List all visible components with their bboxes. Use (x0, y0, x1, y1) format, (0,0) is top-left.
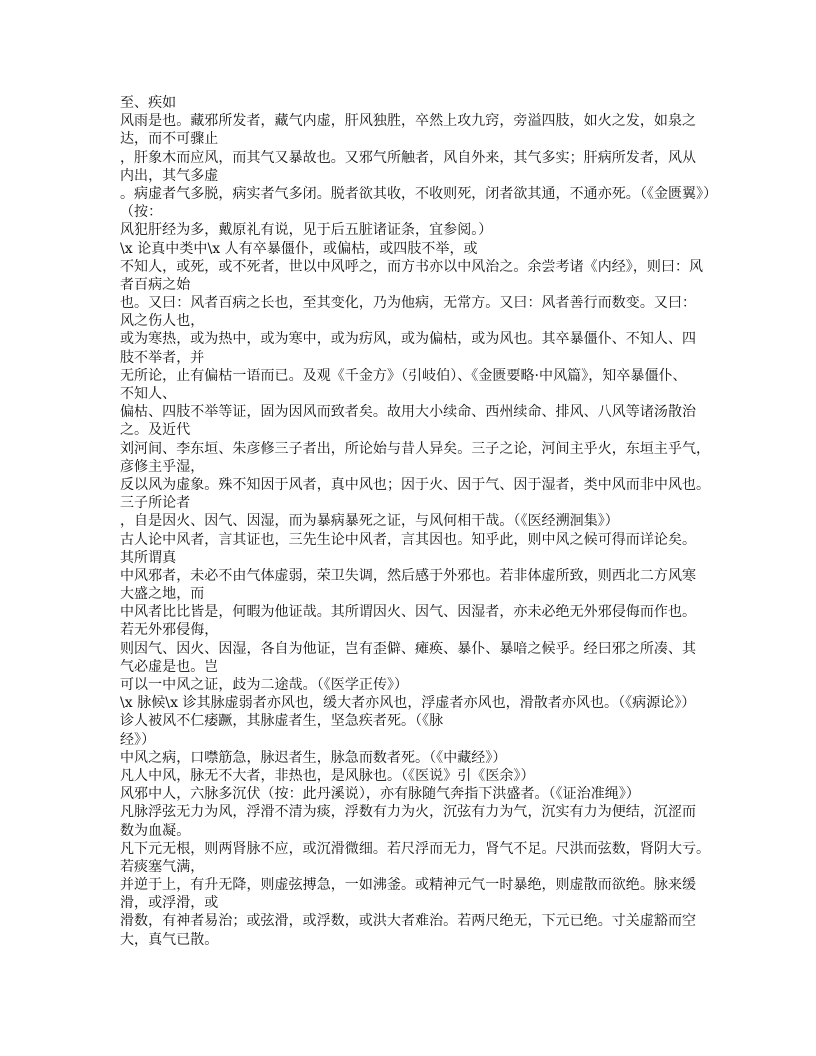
text-line: \x 脉候\x 诊其脉虚弱者亦风也，缓大者亦风也，浮虚者亦风也，滑散者亦风也。（《病源论》） (120, 695, 696, 712)
text-line: 彦修主乎湿， (120, 458, 205, 475)
text-line: 数为血凝。 (120, 822, 191, 839)
text-line: 肢不举者，并 (120, 349, 205, 366)
text-line: 。病虚者气多脱，病实者气多闭。脱者欲其收，不收则死，闭者欲其通，不通亦死。（《金匮翼》） (120, 185, 718, 202)
text-line: 风犯肝经为多，戴原礼有说，见于后五脏诸证条，宜参阅。） (120, 222, 493, 239)
text-line: 诊人被风不仁痿蹶，其脉虚者生，坚急疾者死。（《脉 (120, 713, 444, 730)
text-line: 或为寒热，或为热中，或为寒中，或为疠风，或为偏枯，或为风也。其卒暴僵仆、不知人、四 (120, 331, 697, 348)
text-line: 凡脉浮弦无力为风，浮滑不清为痰，浮数有力为火，沉弦有力为气，沉实有力为便结，沉涩而 (120, 804, 697, 821)
text-line: 古人论中风者，言其证也，三先生论中风者，言其因也。知乎此，则中风之候可得而详论矣。 (120, 531, 697, 548)
text-line: 滑数，有神者易治；或弦滑，或浮数，或洪大者难治。若两尺绝无，下元已绝。寸关虚豁而空 (120, 913, 697, 930)
text-line: ，自是因火、因气、因湿，而为暴病暴死之证，与风何相干哉。（《医经溯洄集》） (120, 513, 619, 530)
document-page (120, 94, 720, 949)
text-line: 反以风为虚象。殊不知因于风者，真中风也；因于火、因于气、因于湿者，类中风而非中风也。 (120, 476, 711, 493)
text-line: 者百病之始 (120, 276, 191, 293)
text-line: （按： (120, 204, 163, 221)
text-line: 其所谓真 (120, 549, 177, 566)
text-line: 并逆于上，有升无降，则虚弦搏急，一如沸釜。或精神元气一时暴绝，则虚散而欲绝。脉来缓 (120, 877, 697, 894)
text-line: 之。及近代 (120, 422, 191, 439)
text-line: 大盛之地，而 (120, 586, 205, 603)
text-line: 达，而不可骤止 (120, 131, 219, 148)
text-line: 可以一中风之证，歧为二途哉。（《医学正传》） (120, 677, 409, 693)
text-line: \x 论真中类中\x 人有卒暴僵仆，或偏枯，或四肢不举，或 (120, 240, 478, 257)
text-line: 也。又曰：风者百病之长也，至其变化，乃为他病，无常方。又曰：风者善行而数变。又曰： (120, 295, 697, 312)
text-line: 若痰塞气满， (120, 858, 205, 875)
text-line: 至、疾如 (120, 95, 177, 111)
text-line: ，肝象木而应风，而其气又暴故也。又邪气所触者，风自外来，其气多实；肝病所发者，风从 (120, 149, 697, 166)
text-line: 内出，其气多虚 (120, 167, 219, 184)
text-line: 无所论，止有偏枯一语而已。及观《千金方》（引岐伯）、《金匮要略·中风篇》，知卒暴僵仆、 (120, 367, 687, 384)
text-line: 刘河间、李东垣、朱彦修三子者出，所论始与昔人异矣。三子之论，河间主乎火，东垣主乎气， (120, 440, 711, 457)
text-line: 三子所论者 (120, 495, 191, 512)
text-line: 则因气、因火、因湿，各自为他证，岂有歪僻、瘫痪、暴仆、暴喑之候乎。经曰邪之所凑、其 (120, 640, 697, 657)
text-line: 风之伤人也， (120, 313, 205, 330)
text-line: 风邪中人，六脉多沉伏（按：此丹溪说），亦有脉随气奔指下洪盛者。（《证治准绳》） (120, 786, 640, 803)
text-line: 经》） (120, 731, 156, 748)
text-line: 风雨是也。藏邪所发者，藏气内虚，肝风独胜，卒然上攻九窍，旁溢四肢，如火之发，如泉之 (120, 113, 697, 130)
text-line: 凡下元无根，则两肾脉不应，或沉滑微细。若尺浮而无力，肾气不足。尺洪而弦数，肾阴大亏。 (120, 840, 711, 857)
text-line: 不知人，或死，或不死者，世以中风呼之，而方书亦以中风治之。余尝考诸《内经》，则曰：风 (120, 258, 704, 275)
text-line: 中风邪者，未必不由气体虚弱，荣卫失调，然后感于外邪也。若非体虚所致，则西北二方风寒 (120, 567, 697, 584)
text-line: 中风之病，口噤筋急，脉迟者生，脉急而数者死。（《中藏经》） (120, 749, 507, 766)
text-line: 偏枯、四肢不举等证，固为因风而致者矣。故用大小续命、西州续命、排风、八风等诸汤散治 (120, 404, 697, 421)
text-line: 滑，或浮滑，或 (120, 895, 219, 912)
text-line: 不知人、 (120, 386, 177, 402)
text-line: 大，真气已散。 (120, 931, 219, 948)
text-line: 若无外邪侵侮， (120, 622, 219, 639)
text-line: 气必虚是也。岂 (120, 658, 219, 675)
text-line: 凡人中风，脉无不大者，非热也，是风脉也。（《医说》引《医余》） (120, 767, 535, 784)
text-line: 中风者比比皆是，何暇为他证哉。其所谓因火、因气、因湿者，亦未必绝无外邪侵侮而作也。 (120, 604, 697, 621)
